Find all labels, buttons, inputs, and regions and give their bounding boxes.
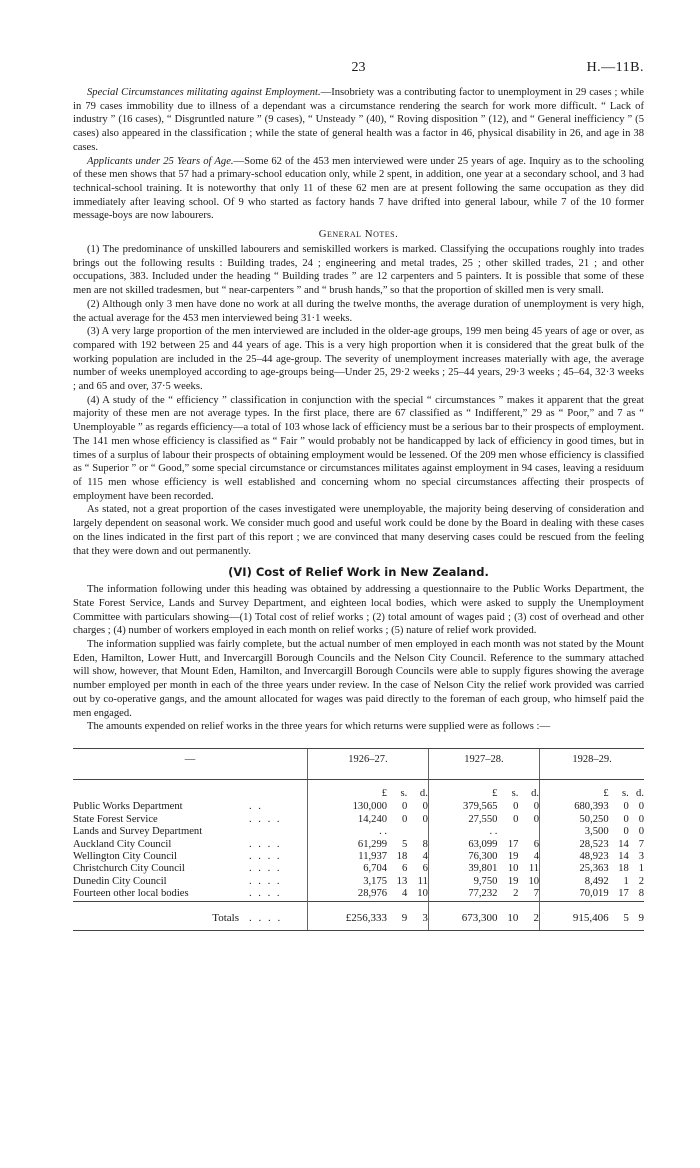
row-label: Wellington City Council xyxy=(73,850,177,862)
shillings-value: 4 xyxy=(401,888,408,900)
shillings-value: 6 xyxy=(401,863,408,875)
document-reference: H.—11B. xyxy=(586,60,644,75)
shillings-value: 0 xyxy=(401,813,408,825)
pounds-value: 63,099 xyxy=(428,839,497,851)
pence-value: 11 xyxy=(417,875,428,887)
shillings-value: 18 xyxy=(618,863,629,875)
unit-label: £ xyxy=(308,779,388,801)
relief-expenditure-table xyxy=(73,748,644,931)
shillings-value: 0 xyxy=(401,801,408,813)
shillings-value xyxy=(387,826,407,838)
pounds-value: . . xyxy=(308,826,388,838)
total-shillings: 10 xyxy=(497,901,518,930)
row-leader-dots: . . . . xyxy=(249,875,282,887)
table-row xyxy=(73,826,644,838)
unit-label: d. xyxy=(419,787,428,799)
section-paragraph-2: The information supplied was fairly complete, but the actual number of men employed in each month was not stated by the Mount Eden, Hamilton, Lower Hutt, and Invercargill Borough Councils and the Nelson City Council. Reference to the summary attached will show, however, that Mount Eden, Hamilton, and Invercargill Borough Councils were able to supply figures showing the average number employed per month in each of the three years under review. In the case of Nelson City the relief work provided was carried out by co-operative gangs, and the amount allocated for wages was paid directly to the foreman of each group, who himself paid the men engaged. xyxy=(73,639,644,719)
unit-label: £ xyxy=(428,779,497,801)
pence-value: 0 xyxy=(638,801,644,813)
shillings-value: 19 xyxy=(507,875,519,887)
pounds-value: 28,523 xyxy=(540,839,609,851)
shillings-value: 0 xyxy=(623,813,629,825)
pounds-value: 379,565 xyxy=(428,801,497,813)
table-totals-row xyxy=(73,901,644,930)
shillings-value: 0 xyxy=(623,826,629,838)
row-label: Auckland City Council xyxy=(73,838,172,850)
table-units-row xyxy=(73,779,644,801)
pounds-value: 48,923 xyxy=(540,851,609,863)
shillings-value: 2 xyxy=(513,888,519,900)
unit-label: s. xyxy=(511,787,519,799)
pence-value xyxy=(518,826,539,838)
pence-value: 8 xyxy=(638,888,644,900)
pounds-value: 27,550 xyxy=(428,814,497,826)
shillings-value: 14 xyxy=(618,850,629,862)
shillings-value: 13 xyxy=(396,875,408,887)
row-leader-dots: . . . . xyxy=(249,838,282,850)
row-leader-dots: . . . . xyxy=(249,901,308,930)
pence-value: 0 xyxy=(422,813,428,825)
general-notes-heading: General Notes. xyxy=(318,228,399,241)
pence-value: 6 xyxy=(422,863,428,875)
pounds-value: 25,363 xyxy=(540,863,609,875)
pence-value: 0 xyxy=(638,813,644,825)
row-label: Fourteen other local bodies xyxy=(73,888,189,900)
totals-label: Totals xyxy=(73,901,249,930)
paragraph-lead: Special Circumstances militating against Employment. xyxy=(87,87,321,98)
row-label: Public Works Department xyxy=(73,801,183,813)
pence-value: 10 xyxy=(417,888,428,900)
pence-value: 0 xyxy=(422,801,428,813)
shillings-value: 0 xyxy=(623,801,629,813)
shillings-value: 0 xyxy=(513,801,519,813)
pounds-value: 130,000 xyxy=(308,801,388,813)
table-header-dash: — xyxy=(73,748,308,779)
total-pounds: 673,300 xyxy=(428,901,497,930)
table-row xyxy=(73,839,644,851)
row-label: Christchurch City Council xyxy=(73,863,185,875)
pence-value: 8 xyxy=(422,838,428,850)
row-label: Lands and Survey Department xyxy=(73,826,203,838)
row-leader-dots: . . . . xyxy=(249,888,282,900)
section-paragraph-3: The amounts expended on relief works in the three years for which returns were supplied were as follows :— xyxy=(87,721,551,733)
paragraph-text: —Insobriety was a contributing factor to unemployment in 29 cases ; while in 79 cases immobility due to illness of a dependant was a circumstance rendering the search for work more difficult. “ Lack of industry ” (16 cases), “ Disgruntled nature ” (9 cases), “ Unsteady ” (40), “ Roving disposition ” (12), and “ General inefficiency ” (5 cases) also appeared in the classification ; while the state of general health was a factor in 46, physical disability in 26, and age in 38 cases. xyxy=(73,87,644,153)
table-header-row xyxy=(73,748,644,779)
pence-value: 7 xyxy=(533,888,540,900)
pounds-value: 39,801 xyxy=(428,863,497,875)
row-label: State Forest Service xyxy=(73,813,158,825)
pounds-value: 76,300 xyxy=(428,851,497,863)
pence-value: 2 xyxy=(638,875,644,887)
pounds-value: 61,299 xyxy=(308,839,388,851)
pence-value: 7 xyxy=(638,838,644,850)
general-note-1: (1) The predominance of unskilled labourers and semiskilled workers is marked. Classifying the occupations roughly into trades brings out the following results : Building trades, 24 ; engineering and metal trades, 25 ; other skilled trades, 21 ; and other occupations, 383. Included under the heading “ Building trades ” are 12 carpenters and 5 painters. It is possible that some of these men are not skilled tradesmen, but “ near-carpenters ” and “ brush hands,” so that the proportion of skilled men is very small. xyxy=(73,244,644,297)
pounds-value: 6,704 xyxy=(308,863,388,875)
total-pence: 2 xyxy=(518,901,539,930)
paragraph-applicants-under-25 xyxy=(73,155,644,224)
pence-value: 11 xyxy=(528,863,540,875)
pence-value: 6 xyxy=(533,838,540,850)
pence-value: 3 xyxy=(638,850,644,862)
page-number: 23 xyxy=(351,60,366,75)
shillings-value: 1 xyxy=(623,875,629,887)
shillings-value: 17 xyxy=(618,888,629,900)
pence-value xyxy=(407,826,428,838)
unit-label: d. xyxy=(531,787,540,799)
pounds-value: 50,250 xyxy=(540,814,609,826)
unit-label: £ xyxy=(540,779,609,801)
general-note-5: As stated, not a great proportion of the cases investigated were unemployable, the majority being deserving of consideration and largely dependent on seasonal work. We consider much good and useful work could be done by the Board in dealing with these cases on the lines indicated in the first part of this report ; we are convinced that many deserving cases could be rescued from the feeling that they were down and out permanently. xyxy=(73,504,644,557)
row-leader-dots: . . . . xyxy=(249,813,282,825)
table-row xyxy=(73,814,644,826)
total-pence: 3 xyxy=(407,901,428,930)
paragraph-special-circumstances xyxy=(73,86,644,155)
table-body xyxy=(73,779,644,930)
total-pounds: 915,406 xyxy=(540,901,609,930)
pounds-value: 3,175 xyxy=(308,876,388,888)
section-heading: (VI) Cost of Relief Work in New Zealand. xyxy=(228,565,489,580)
pounds-value: 70,019 xyxy=(540,888,609,901)
pounds-value: 28,976 xyxy=(308,888,388,901)
shillings-value: 18 xyxy=(396,850,408,862)
section-paragraph-1: The information following under this heading was obtained by addressing a questionnaire to the Public Works Department, the State Forest Service, Lands and Survey Department, and eighteen local bodies, which were asked to supply the Unemployment Committee with particulars showing—(1) Total cost of relief works ; (2) total amount of wages paid ; (3) cost of overhead and other charges ; (4) number of workers employed in each month on relief works ; (5) nature of relief work provided. xyxy=(73,584,644,637)
table-row xyxy=(73,851,644,863)
general-note-4: (4) A study of the “ efficiency ” classification in conjunction with the special “ circumstances ” makes it apparent that the great majority of these men are not average types. In the first place, there are 67 classified as “ Indifferent,” 29 as “ Poor,” and 7 as “ Unemployable ” as regards efficiency—a total of 103 whose lack of efficiency must be a serious bar to their prospects of employment. The 141 men whose efficiency is classified as “ Fair ” would probably not be handicapped by lack of efficiency in good times, but in times of a surplus of labour their prospects of obtaining employment would be lessened. Of the 209 men whose efficiency is classified as “ Superior ” or “ Good,” some special circumstance or circumstances militates against employment in 94 cases, leaving a residuum of 115 men whose efficiency is well established and concerning whom no special circumstances affecting their prospects of employment have been recorded. xyxy=(73,394,644,502)
pounds-value: 14,240 xyxy=(308,814,388,826)
pounds-value: 77,232 xyxy=(428,888,497,901)
unit-label: d. xyxy=(636,787,644,799)
table-header-year: 1928–29. xyxy=(540,748,644,779)
pence-value: 4 xyxy=(533,850,540,862)
pounds-value: 9,750 xyxy=(428,876,497,888)
unit-label: s. xyxy=(400,787,408,799)
pence-value: 0 xyxy=(533,813,540,825)
shillings-value: 10 xyxy=(507,863,519,875)
shillings-value: 17 xyxy=(507,838,519,850)
shillings-value: 5 xyxy=(401,838,408,850)
row-leader-dots: . . . . xyxy=(249,863,282,875)
total-pounds: £256,333 xyxy=(308,901,388,930)
paragraph-lead: Applicants under 25 Years of Age. xyxy=(87,155,234,167)
pence-value: 10 xyxy=(528,875,540,887)
unit-label: s. xyxy=(622,787,629,799)
row-label: Dunedin City Council xyxy=(73,875,167,887)
row-leader-dots xyxy=(249,826,308,838)
table-row xyxy=(73,876,644,888)
general-note-2: (2) Although only 3 men have done no work at all during the twelve months, the average duration of unemployment is very high, the actual average for the 453 men interviewed being 31·1 weeks. xyxy=(73,298,644,324)
pounds-value: 680,393 xyxy=(540,801,609,813)
pence-value: 0 xyxy=(638,826,644,838)
paragraph-text: —Some 62 of the 453 men interviewed were under 25 years of age. Inquiry as to the schooling of these men shows that 57 had a primary-school education only, while 2 spent, in addition, one year at a secondary school, and 3 had technical-school training. It is noteworthy that only 11 of these 62 men are at present following the same occupation as they did immediately after leaving school. Of 9 who started as factory hands 7 have drifted into general labour, while 7 of the 10 former message-boys are now labourers. xyxy=(73,155,644,222)
pounds-value: 11,937 xyxy=(308,851,388,863)
total-pence: 9 xyxy=(629,901,644,930)
table-header-year: 1926–27. xyxy=(308,748,429,779)
table-row xyxy=(73,863,644,875)
pounds-value: 8,492 xyxy=(540,876,609,888)
row-leader-dots: . . xyxy=(249,801,263,813)
shillings-value: 19 xyxy=(507,850,519,862)
row-leader-dots: . . . . xyxy=(249,850,282,862)
table-row xyxy=(73,801,644,813)
pence-value: 0 xyxy=(533,801,540,813)
table-row xyxy=(73,888,644,901)
shillings-value: 14 xyxy=(618,838,629,850)
pence-value: 4 xyxy=(422,850,428,862)
shillings-value: 0 xyxy=(513,813,519,825)
pence-value: 1 xyxy=(638,863,644,875)
table-header-year: 1927–28. xyxy=(428,748,539,779)
general-note-3: (3) A very large proportion of the men interviewed are included in the older-age groups, 199 men being 45 years of age or over, as compared with 192 between 25 and 44 years of age. This is a very high proportion when it is considered that the great bulk of the working population are included in the 25–44 age-group. The severity of unemployment increases materially with age, the average number of weeks unemployed according to age-groups being—Under 25, 29·2 weeks ; 25–44 years, 29·3 weeks ; 45–64, 32·3 weeks ; and 65 and over, 37·5 weeks. xyxy=(73,326,644,393)
shillings-value xyxy=(497,826,518,838)
page-header xyxy=(73,0,644,75)
total-shillings: 5 xyxy=(609,901,629,930)
total-shillings: 9 xyxy=(387,901,407,930)
pounds-value: . . xyxy=(428,826,497,838)
pounds-value: 3,500 xyxy=(540,826,609,838)
